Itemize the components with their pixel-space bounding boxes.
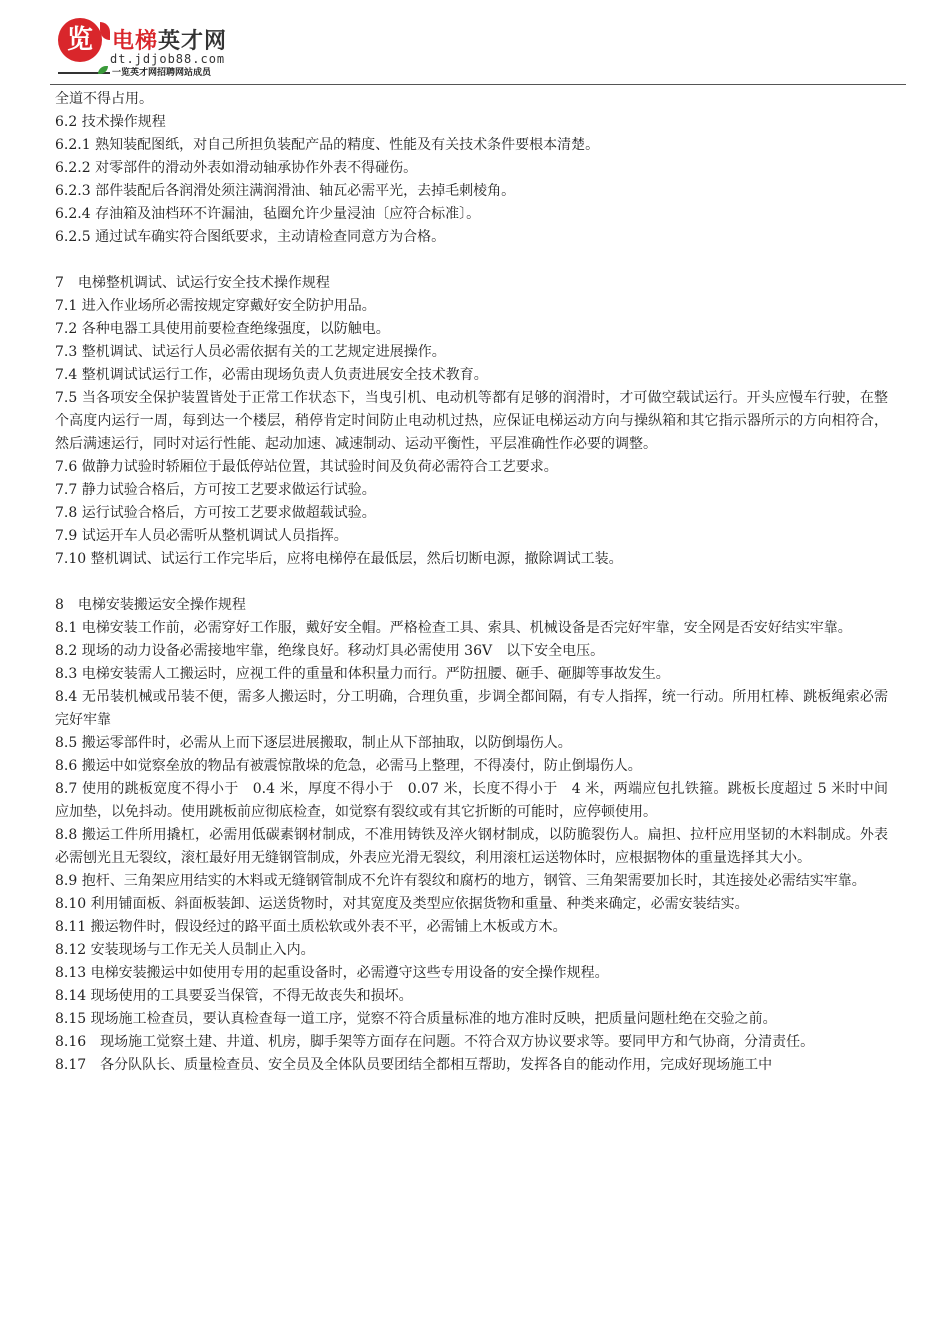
document-paragraph: 7.6 做静力试验时轿厢位于最低停站位置，其试验时间及负荷必需符合工艺要求。 bbox=[55, 459, 558, 475]
document-paragraph: 7.10 整机调试、试运行工作完毕后，应将电梯停在最低层，然后切断电源，撤除调试工装。 bbox=[55, 551, 623, 567]
document-paragraph: 7.3 整机调试、试运行人员必需依据有关的工艺规定进展操作。 bbox=[55, 344, 446, 360]
page-header bbox=[0, 0, 950, 86]
document-paragraph: 7.7 静力试验合格后，方可按工艺要求做运行试验。 bbox=[55, 482, 376, 498]
blank-line bbox=[55, 571, 888, 594]
brand-name-red: 电梯 bbox=[112, 29, 159, 54]
document-paragraph: 8.3 电梯安装需人工搬运时，应视工件的重量和体积量力而行。严防扭腰、砸手、砸脚等事故发生。 bbox=[55, 666, 670, 682]
document-paragraph: 8.12 安装现场与工作无关人员制止入内。 bbox=[55, 942, 315, 958]
document-paragraph: 8.4 无吊装机械或吊装不便，需多人搬运时，分工明确，合理负重，步调全都间隔，有专人指挥，统一行动。所用杠棒、跳板绳索必需完好牢靠 bbox=[55, 689, 888, 728]
document-paragraph: 6.2.1 熟知装配图纸，对自己所担负装配产品的精度、性能及有关技术条件要根本清楚。 bbox=[55, 137, 600, 153]
document-paragraph: 8.16 现场施工觉察土建、井道、机房，脚手架等方面存在问题。不符合双方协议要求等。要同甲方和气协商，分清责任。 bbox=[55, 1034, 815, 1050]
logo-icon bbox=[58, 18, 102, 62]
document-paragraph: 8.9 抱杆、三角架应用结实的木料或无缝钢管制成不允许有裂纹和腐朽的地方，钢管、三角架需要加长时，其连接处必需结实牢靠。 bbox=[55, 873, 866, 889]
document-paragraph: 6.2.4 存油箱及油档环不许漏油，毡圈允许少量浸油〔应符合标准〕。 bbox=[55, 206, 481, 222]
document-paragraph: 8 电梯安装搬运安全操作规程 bbox=[55, 597, 246, 613]
document-paragraph: 6.2.2 对零部件的滑动外表如滑动轴承协作外表不得碰伤。 bbox=[55, 160, 418, 176]
document-paragraph: 7.8 运行试验合格后，方可按工艺要求做超载试验。 bbox=[55, 505, 376, 521]
document-paragraph: 7.4 整机调试试运行工作，必需由现场负责人负责进展安全技术教育。 bbox=[55, 367, 488, 383]
document-paragraph: 8.1 电梯安装工作前，必需穿好工作服，戴好安全帽。严格检查工具、索具、机械设备是否完好牢靠，安全网是否安好结实牢靠。 bbox=[55, 620, 852, 636]
document-body bbox=[55, 88, 888, 1077]
document-paragraph: 6.2 技术操作规程 bbox=[55, 114, 166, 130]
document-paragraph: 8.2 现场的动力设备必需接地牢靠，绝缘良好。移动灯具必需使用 36V 以下安全电压。 bbox=[55, 643, 605, 659]
brand-url: dt.jdjob88.com bbox=[110, 52, 226, 66]
document-paragraph: 8.7 使用的跳板宽度不得小于 0.4 米，厚度不得小于 0.07 米，长度不得小于 4 米，两端应包扎铁箍。跳板长度超过 5 米时中间应加垫，以免抖动。使用跳板前应彻底检查，如觉察有裂纹或有其它折断的可能时，应停顿使用。 bbox=[55, 781, 888, 820]
document-paragraph: 7.5 当各项安全保护装置皆处于正常工作状态下，当曳引机、电动机等都有足够的润滑时，才可做空载试运行。开头应慢车行驶，在整个高度内运行一周，每到达一个楼层，稍停肯定时间防止电动机过热，应保证电梯运动方向与操纵箱和其它指示器所示的方向相符合，然后满速运行，同时对运行性能、起动加速、减速制动、运动平衡性，平层准确性作必要的调整。 bbox=[55, 390, 888, 452]
document-paragraph: 8.17 各分队队长、质量检查员、安全员及全体队员要团结全都相互帮助，发挥各自的能动作用，完成好现场施工中 bbox=[55, 1057, 773, 1073]
document-paragraph: 全道不得占用。 bbox=[55, 91, 153, 107]
document-paragraph: 8.6 搬运中如觉察垒放的物品有被震惊散垛的危急，必需马上整理，不得凑付，防止倒塌伤人。 bbox=[55, 758, 642, 774]
document-paragraph: 8.13 电梯安装搬运中如使用专用的起重设备时，必需遵守这些专用设备的安全操作规程。 bbox=[55, 965, 609, 981]
document-paragraph: 8.11 搬运物件时，假设经过的路平面土质松软或外表不平，必需铺上木板或方木。 bbox=[55, 919, 567, 935]
document-paragraph: 8.14 现场使用的工具要妥当保管，不得无故丧失和损坏。 bbox=[55, 988, 413, 1004]
document-paragraph: 8.5 搬运零部件时，必需从上而下逐层进展搬取，制止从下部抽取，以防倒塌伤人。 bbox=[55, 735, 572, 751]
document-paragraph: 7.9 试运开车人员必需听从整机调试人员指挥。 bbox=[55, 528, 348, 544]
brand-tagline: 一览英才网招聘网站成员 bbox=[112, 68, 212, 78]
brand-name bbox=[112, 24, 227, 55]
document-paragraph: 8.15 现场施工检查员，要认真检查每一道工序，觉察不符合质量标准的地方准时反映，把质量问题杜绝在交验之前。 bbox=[55, 1011, 777, 1027]
brand-name-dark: 英才网 bbox=[158, 29, 228, 54]
blank-line bbox=[55, 249, 888, 272]
document-paragraph: 7.2 各种电器工具使用前要检查绝缘强度，以防触电。 bbox=[55, 321, 390, 337]
document-paragraph: 6.2.3 部件装配后各润滑处须注满润滑油、轴瓦必需平光，去掉毛刺棱角。 bbox=[55, 183, 516, 199]
header-divider bbox=[50, 84, 906, 85]
document-paragraph: 6.2.5 通过试车确实符合图纸要求，主动请检查同意方为合格。 bbox=[55, 229, 446, 245]
document-paragraph: 7 电梯整机调试、试运行安全技术操作规程 bbox=[55, 275, 330, 291]
document-paragraph: 8.8 搬运工件所用撬杠，必需用低碳素钢材制成，不准用铸铁及淬火钢材制成，以防脆裂伤人。扁担、拉杆应用坚韧的木料制成。外表必需刨光且无裂纹，滚杠最好用无缝钢管制成，外表应光滑无裂纹，利用滚杠运送物体时，应根据物体的重量选择其大小。 bbox=[55, 827, 888, 866]
document-paragraph: 8.10 利用铺面板、斜面板装卸、运送货物时，对其宽度及类型应依据货物和重量、种类来确定，必需安装结实。 bbox=[55, 896, 749, 912]
logo-glyph: 览 bbox=[66, 25, 93, 55]
document-paragraph: 7.1 进入作业场所必需按规定穿戴好安全防护用品。 bbox=[55, 298, 376, 314]
